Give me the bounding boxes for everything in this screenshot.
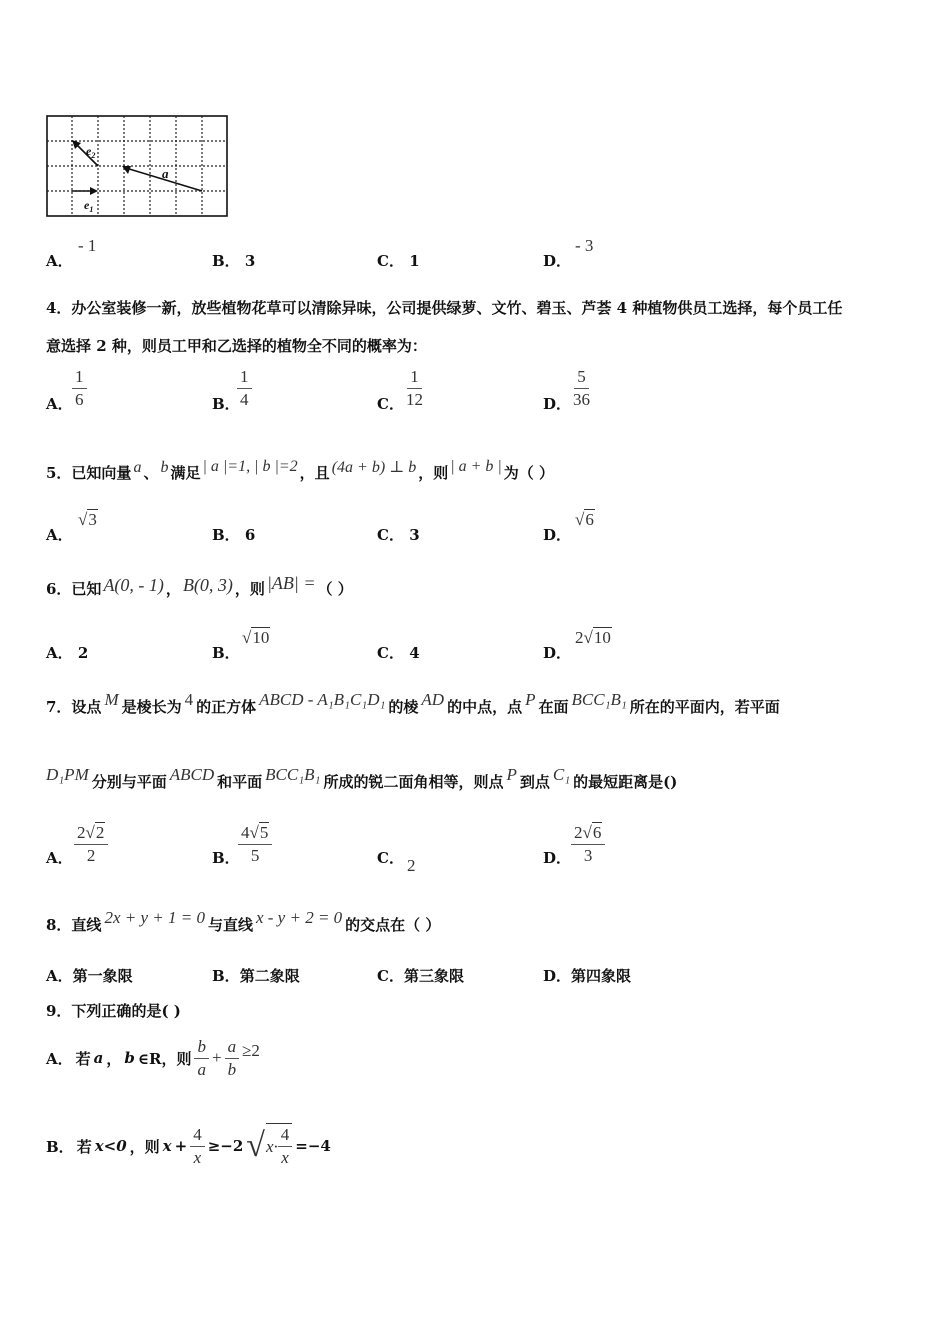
q7-option-d-fraction: $\frac{2√6}{3}$ <box>571 822 605 867</box>
q7-option-d-label[interactable]: D． <box>543 849 572 867</box>
q3-option-a[interactable]: A． <box>46 252 73 270</box>
q7-stem-line1: 7．设点 M 是棱长为 4 的正方体 ABCD - A₁B₁C₁D₁ 的棱 AD 的中点，点 P 在面 BCC₁B₁ 所在的平面内，若平面 <box>46 690 780 716</box>
q4-option-b-label[interactable]: B． <box>212 395 240 413</box>
q3-option-b[interactable]: B． 3 <box>212 252 256 270</box>
q9-b-radicand: x· $\frac{4}{x}$ <box>266 1123 292 1169</box>
q8-option-b[interactable]: B．第二象限 <box>212 967 300 985</box>
q7-option-c-value: 2 <box>407 856 416 875</box>
q4-option-c-fraction: $\frac{1}{12}$ <box>406 367 423 409</box>
q9-stem: 9．下列正确的是( ) <box>46 1002 181 1020</box>
q6-stem: 6．已知 A(0, - 1) ， B(0, 3) ，则 |AB| = （ ） <box>46 572 353 598</box>
q7-option-a-label[interactable]: A． <box>46 849 73 867</box>
q5-option-a-value: √3 <box>78 510 97 529</box>
label-a: a <box>162 166 169 181</box>
q6-option-b-value: √10 <box>242 628 270 647</box>
q3-option-d-value: - 3 <box>575 236 594 255</box>
q6-option-a[interactable]: A． 2 <box>46 644 89 662</box>
q7-option-b-label[interactable]: B． <box>212 849 240 867</box>
q3-option-d[interactable]: D． <box>543 252 572 270</box>
q5-option-b[interactable]: B． 6 <box>212 526 256 544</box>
q4-option-a-label[interactable]: A． <box>46 395 73 413</box>
q4-option-b-fraction: $\frac{1}{4}$ <box>237 366 252 411</box>
q7-option-c-label[interactable]: C． <box>377 849 404 867</box>
q8-stem: 8．直线 2x + y + 1 = 0 与直线 x - y + 2 = 0 的交点在（ ） <box>46 908 441 934</box>
q4-option-d-label[interactable]: D． <box>543 395 572 413</box>
q8-option-a[interactable]: A．第一象限 <box>46 967 133 985</box>
q4-option-d-fraction: $\frac{5}{36}$ <box>573 367 590 409</box>
q5-option-a-label[interactable]: A． <box>46 526 73 544</box>
q5-stem: 5．已知向量 a 、 b 满足 | a |=1, | b |=2 ，且 (4a + b) ⊥ b ，则 | a + b | 为（ ） <box>46 458 555 482</box>
q3-option-c[interactable]: C． 1 <box>377 252 420 270</box>
q5-option-d-value: √6 <box>575 510 594 529</box>
vector-grid-figure <box>46 115 229 218</box>
q7-option-a-fraction: $\frac{2√2}{2}$ <box>74 822 108 867</box>
q6-option-c[interactable]: C． 4 <box>377 644 420 662</box>
q9-option-a[interactable]: A． 若 a ， b ∈R，则 $\frac{b}{a}$ + $\frac{a}{b}$ ≥2 <box>46 1036 260 1079</box>
q5-option-c[interactable]: C． 3 <box>377 526 420 544</box>
q8-option-c[interactable]: C．第三象限 <box>377 967 464 985</box>
q6-option-b-label[interactable]: B． <box>212 644 240 662</box>
q4-stem-line2: 意选择 2 种，则员工甲和乙选择的植物全不同的概率为： <box>46 337 427 355</box>
q7-stem-line2: D₁PM 分别与平面 ABCD 和平面 BCC₁B₁ 所成的锐二面角相等，则点 P 到点 C₁ 的最短距离是() <box>46 765 678 791</box>
q7-option-b-fraction: $\frac{4√5}{5}$ <box>238 822 272 867</box>
label-e1: $e_1$ <box>84 198 94 214</box>
q5-option-d-label[interactable]: D． <box>543 526 572 544</box>
q4-option-a-fraction: $\frac{1}{6}$ <box>72 366 87 411</box>
q4-option-c-label[interactable]: C． <box>377 395 404 413</box>
q3-option-a-value: - 1 <box>78 236 97 255</box>
q6-option-d-label[interactable]: D． <box>543 644 572 662</box>
q4-stem-line1: 4．办公室装修一新，放些植物花草可以清除异味，公司提供绿萝、文竹、碧玉、芦荟 4 种植物供员工选择，每个员工任 <box>46 299 843 317</box>
label-e2: $e_2$ <box>86 144 96 160</box>
q9-option-b[interactable]: B． 若 x<0 ，则 x + $\frac{4}{x}$ ≥−2 √ x· $\frac{4}{x}$ =−4 <box>46 1124 331 1167</box>
q8-option-d[interactable]: D．第四象限 <box>543 967 632 985</box>
q6-option-d-value: 2√10 <box>575 628 611 647</box>
